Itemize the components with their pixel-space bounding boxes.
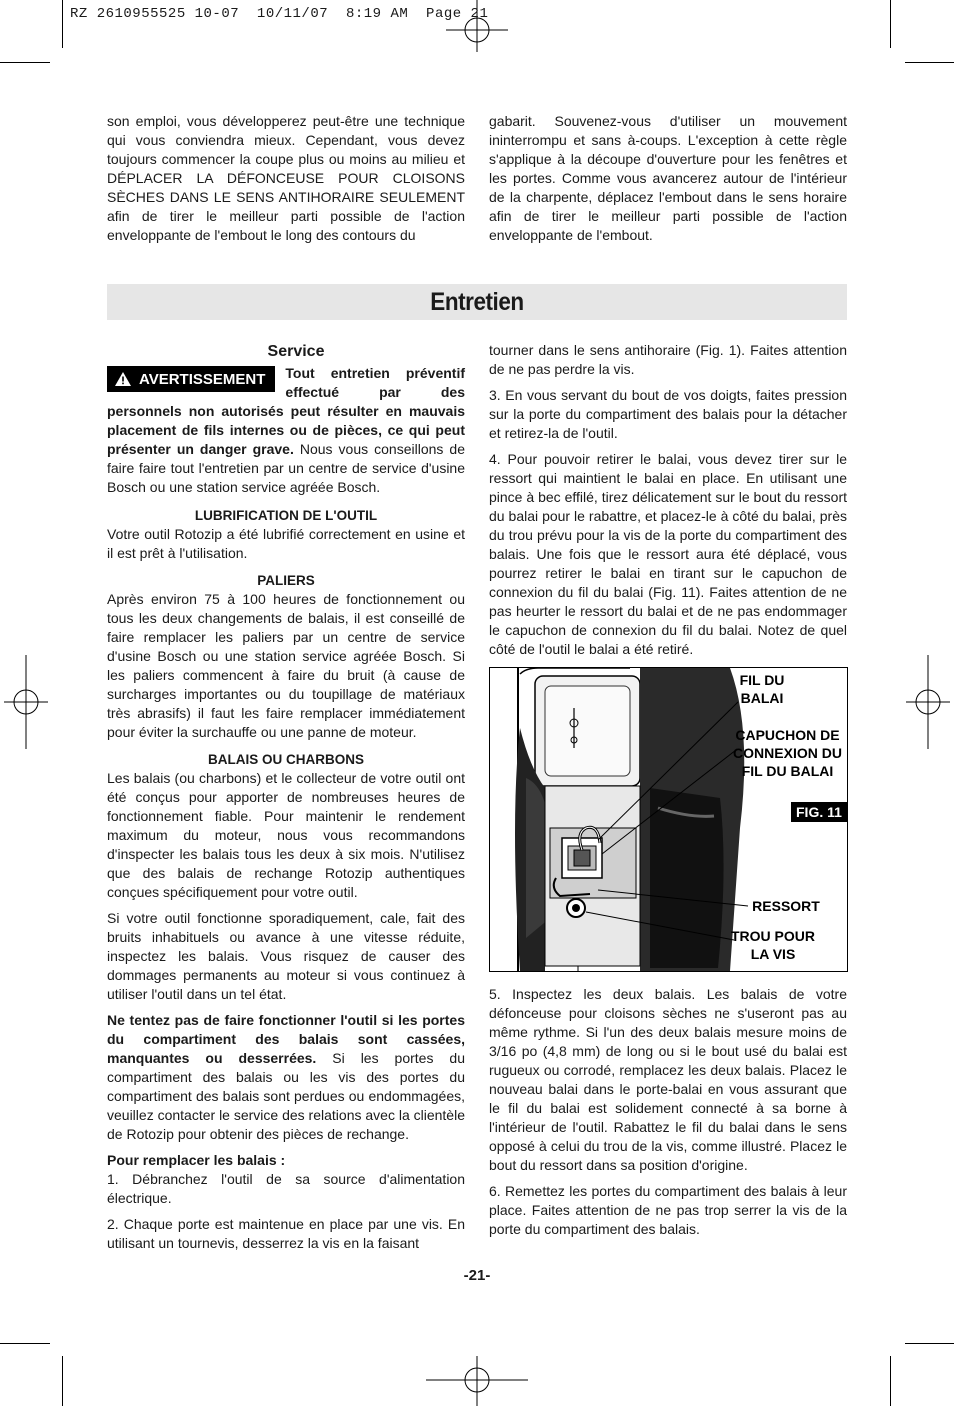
- step-2-end: tourner dans le sens antihoraire (Fig. 1). Faites attention de ne pas perdre la vis.: [489, 342, 847, 377]
- warning-bold-text: Tout entretien préventif effectué par des personnels non autorisés peut résulter en mauvais placement de fils internes ou de pièces, ce qui peut présenter un danger grave.: [107, 365, 465, 457]
- crop-mark: [890, 0, 891, 48]
- lubrification-text: Votre outil Rotozip a été lubrifié correctement en usine et il est prêt à l'utilisation.: [107, 526, 465, 561]
- crop-mark: [0, 1343, 50, 1344]
- warning-body-text: Nous vous conseillons de faire faire tout l'entretien par un centre de service d'usine Bosch ou une station service agréée Bosch.: [107, 441, 465, 495]
- crop-mark: [905, 62, 954, 63]
- ne-tentez-rest: Si les portes du compartiment des balais ou les vis des portes du compartiment des balais sont perdues ou endommagées, veuillez contacter le service des relations avec la clientèle de Rotozip pour obtenir des pièces de rechange.: [107, 1050, 465, 1142]
- section-title: Entretien: [430, 288, 524, 316]
- ne-tentez-paragraph: [107, 1011, 465, 1144]
- label-ressort: RESSORT: [752, 898, 820, 914]
- page-number: -21-: [463, 1267, 491, 1284]
- balais-heading: BALAIS OU CHARBONS: [207, 752, 364, 767]
- label-fil-du-balai: FIL DU BALAI: [739, 672, 785, 706]
- crop-mark: [62, 1356, 63, 1406]
- crop-mark: [62, 0, 63, 48]
- figure-tag: [791, 804, 847, 822]
- figure-tag-text: FIG. 11: [791, 802, 847, 822]
- top-left-paragraph: son emploi, vous développerez peut-être une technique qui vous conviendra mieux. Cependant, vous devez toujours commencer la coupe plus ou moins au milieu et DÉPLACER LA DÉFONCEUSE POUR CLOISONS SÈCHES DANS LE SENS ANTIHORAIRE SEULEMENT afin de tirer le meilleur parti possible de l'action enveloppante de l'embout le long des contours du: [107, 113, 465, 243]
- step-4: 4. Pour pouvoir retirer le balai, vous devez tirer sur le ressort qui maintient le balai en place. En utilisant une pince à bec effilé, tirez délicatement sur le bout du ressort du balai pour le rabattre, et placez-le à côté du balai, près du trou prévu pour la vis de la porte du compartiment des balais. Une fois que le ressort aura été déplacé, vous pourrez retirer le balai en tirant sur le capuchon de connexion du fil du balai (Fig. 11). Faites attention de ne pas heurter le ressort du balai et de ne pas endommager le capuchon de connexion du fil du balai. Notez de quel côté de l'outil le balai a été retiré.: [489, 451, 847, 657]
- registration-target-icon: [4, 655, 48, 749]
- warning-badge: [107, 366, 275, 392]
- top-right-paragraph: gabarit. Souvenez-vous d'utiliser un mouvement ininterrompu et sans à-coups. L'exception à cette règle s'applique à la découpe d'ouverture pour les fenêtres et les portes. Comme vous avancerez autour de l'intérieur de la charpente, déplacez l'embout dans le sens horaire afin de tirer le meilleur parti possible de l'action enveloppante de l'embout.: [489, 113, 847, 243]
- registration-target-icon: [426, 1356, 528, 1406]
- warning-triangle-icon: [115, 372, 131, 386]
- sporadic-text: Si votre outil fonctionne sporadiquement, cale, fait des bruits inhabituels ou avance à une vitesse réduite, inspectez les balais. Vous risquez de causer des dommages permanents au moteur si vous continuez à utiliser l'outil dans un tel état.: [107, 910, 465, 1002]
- label-capuchon: CAPUCHON DE CONNEXION DU FIL DU BALAI: [733, 727, 842, 779]
- paliers-text: Après environ 75 à 100 heures de fonctionnement ou tous les deux changements de balais, il est conseillé de faire remplacer les paliers par un centre de service d'usine Bosch ou une station service agréée Bosch. Si les paliers commencent à faire du bruit (à cause de surcharges importantes ou du toupillage de matériaux très abrasifs) il faut les faire remplacer immédiatement pour éviter la surchauffe ou une panne de moteur.: [107, 591, 465, 740]
- step-5: 5. Inspectez les deux balais. Les balais de votre défonceuse pour cloisons sèches ne s'useront pas au même rythme. Si l'un des deux balais mesure moins de 3/16 po (4,8 mm) de long ou si le bout usé du balai est rugueux ou corrodé, remplacez les deux balais. Placez le nouveau balai dans le porte-balai en vous assurant que le fil du balai est solidement connecté à sa borne à l'intérieur de l'outil. Rabattez le fil du balai dans le sens opposé à celui du trou de la vis, comme illustré. Placez le bout du ressort dans sa position d'origine.: [489, 986, 847, 1173]
- step-3: 3. En vous servant du bout de vos doigts, faites pression sur la porte du compartiment des balais pour la détacher et retirez-la de l'outil.: [489, 387, 847, 441]
- crop-mark: [0, 62, 50, 63]
- figure-11: [489, 667, 848, 972]
- balais-text: Les balais (ou charbons) et le collecteur de votre outil ont été conçus pour apporter de nombreuses heures de fonctionnement fiable. Pour maintenir le rendement maximum du moteur, nous vous recommandons d'inspecter les balais tous les deux à six mois. N'utilisez que des balais de rechange Rotozip authentiques conçues spécifiquement pour votre outil.: [107, 770, 465, 900]
- label-trou-pour-la-vis: TROU POUR LA VIS: [731, 928, 815, 962]
- service-heading: Service: [267, 343, 325, 360]
- warning-paragraph: [107, 364, 465, 497]
- step-1: 1. Débranchez l'outil de sa source d'alimentation électrique.: [107, 1171, 465, 1206]
- ne-tentez-bold: Ne tentez pas de faire fonctionner l'outil si les portes du compartiment des balais sont cassées, manquantes ou desserrées.: [107, 1012, 465, 1066]
- step-6: 6. Remettez les portes du compartiment des balais à leur place. Faites attention de ne pas trop serrer la vis de la porte du compartiment des balais.: [489, 1183, 847, 1237]
- section-banner: [107, 284, 847, 320]
- lubrification-heading: LUBRIFICATION DE L'OUTIL: [194, 508, 378, 523]
- registration-target-icon: [906, 655, 950, 749]
- warning-label: AVERTISSEMENT: [139, 370, 266, 388]
- paliers-heading: PALIERS: [257, 573, 315, 588]
- pour-remplacer-label: Pour remplacer les balais :: [107, 1152, 286, 1168]
- pour-remplacer-heading: [107, 1151, 465, 1170]
- step-2-start: 2. Chaque porte est maintenue en place par une vis. En utilisant un tournevis, desserrez la vis en la faisant: [107, 1216, 465, 1251]
- crop-mark: [905, 1343, 954, 1344]
- crop-mark: [890, 1356, 891, 1406]
- print-slug: RZ 2610955525 10-07 10/11/07 8:19 AM Page 21: [70, 6, 489, 22]
